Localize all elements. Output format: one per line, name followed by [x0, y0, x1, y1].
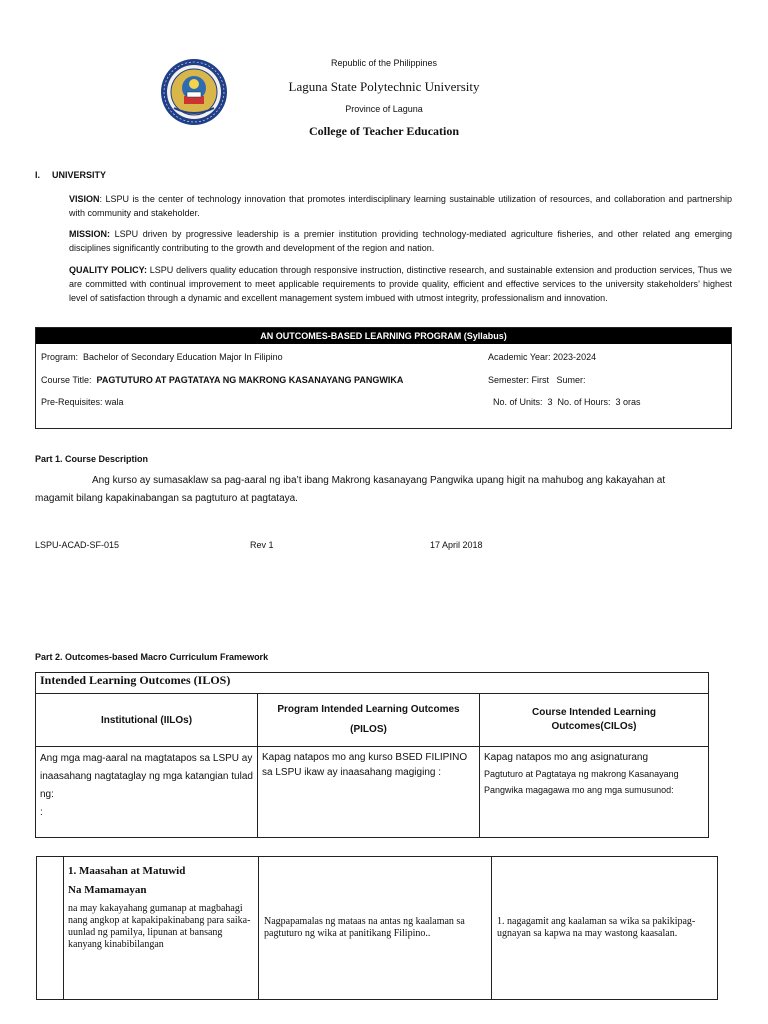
program-label: Program: [41, 352, 84, 362]
course-title-field [41, 375, 403, 385]
cilo-body [480, 747, 709, 838]
vision-paragraph [69, 192, 732, 220]
academic-year: Academic Year: 2023-2024 [488, 352, 597, 362]
cilo-outcome-cell: 1. nagagamit ang kaalaman sa wika sa pakikipag-ugnayan sa kapwa na may wastong kaasalan. [492, 857, 718, 1000]
section-heading: UNIVERSITY [52, 170, 107, 180]
cilo-header: Course Intended Learning Outcomes(CILOs) [480, 694, 709, 747]
revision-date: 17 April 2018 [430, 540, 483, 550]
mission-label: MISSION: [69, 229, 111, 239]
units-hours: No. of Units: 3 No. of Hours: 3 oras [493, 397, 641, 407]
pilo-header-line2: (PILOS) [350, 724, 387, 735]
ilo-table [35, 672, 709, 838]
section-number: I. [35, 170, 41, 180]
vision-text: : LSPU is the center of technology innovation that promotes interdisciplinary learning sustainable utilization of resources, and collaboration and partnership with community and stakeholder. [69, 194, 732, 218]
part1-heading: Part 1. Course Description [35, 454, 149, 464]
province-text: Province of Laguna [345, 104, 423, 114]
quality-policy-text: LSPU delivers quality education through responsive instruction, distinctive research, and sustainable extension and production services, Thus we are committed with continual improvement to meet applicable requirements to provide quality, efficient and effective services to the university stakeholders’ highest level of satisfaction through a dynamic and excellent management system imbued with utmost integrity, professionalism and innovation. [69, 265, 732, 303]
outcome-table [36, 856, 718, 1000]
syllabus-banner: AN OUTCOMES-BASED LEARNING PROGRAM (Syllabus) [36, 328, 731, 344]
pilo-body: Kapag natapos mo ang kurso BSED FILIPINO sa LSPU ikaw ay inaasahang magiging : [258, 747, 480, 838]
outcome-index-cell [37, 857, 64, 1000]
vision-label: VISION [69, 194, 100, 204]
form-code: LSPU-ACAD-SF-015 [35, 540, 120, 550]
program-box [35, 327, 732, 429]
prerequisites: Pre-Requisites: wala [41, 397, 124, 407]
course-description-line1: Ang kurso ay sumasaklaw sa pag-aaral ng iba’t ibang Makrong kasanayang Pangwika upang higit na mahubog ang kakayahan at [92, 475, 666, 486]
program-value: Bachelor of Secondary Education Major In Filipino [83, 352, 283, 362]
iilo-body-colon: : [40, 807, 43, 818]
cilo-body-rest: Pagtuturo at Pagtataya ng makrong Kasanayang Pangwika magagawa mo ang mga sumusunod: [484, 769, 679, 795]
university-name: Laguna State Polytechnic University [288, 79, 480, 94]
revision: Rev 1 [250, 540, 274, 550]
pilo-header [258, 694, 480, 747]
republic-text: Republic of the Philippines [330, 58, 438, 68]
college-name: College of Teacher Education [308, 124, 460, 138]
iilo-outcome-desc: na may kakayahang gumanap at magbahagi nang angkop at kapakipakinabang para saika- uunlad ng pamilya, lipunan at bansang kanyang kinabibilangan [68, 903, 251, 950]
pilo-outcome-cell: Nagpapamalas ng mataas na antas ng kaalaman sa pagtuturo ng wika at panitikang Filipino.. [259, 857, 492, 1000]
program-field [41, 352, 283, 362]
course-title-label: Course Title: [41, 375, 97, 385]
quality-policy-paragraph [69, 263, 732, 305]
iilo-header: Institutional (IILOs) [36, 694, 258, 747]
part2-heading: Part 2. Outcomes-based Macro Curriculum Framework [35, 652, 269, 662]
pilo-header-line1: Program Intended Learning Outcomes [277, 704, 460, 715]
iilo-body [36, 747, 258, 838]
course-title-value: PAGTUTURO AT PAGTATAYA NG MAKRONG KASANAYANG PANGWIKA [96, 375, 404, 385]
course-description-line2: magamit bilang kapakinabangan sa pagtuturo at pagtataya. [35, 493, 298, 504]
cilo-body-line1: Kapag natapos mo ang asignaturang [484, 752, 649, 763]
iilo-outcome-subtitle: Na Mamamayan [68, 884, 147, 896]
semester: Semester: First Sumer: [488, 375, 586, 385]
iilo-outcome-title: 1. Maasahan at Matuwid [68, 865, 186, 877]
mission-text: LSPU driven by progressive leadership is a premier institution providing technology-mediated agriculture fisheries, and other related ang emerging disciplines significantly contributing to the growth and development of the region and nation. [69, 229, 732, 253]
iilo-outcome-cell [64, 857, 259, 1000]
ilo-table-title: Intended Learning Outcomes (ILOS) [36, 673, 709, 694]
iilo-body-text: Ang mga mag-aaral na magtatapos sa LSPU ay inaasahang nagtataglay ng mga katangian tulad ng: [40, 753, 253, 800]
mission-paragraph [69, 227, 732, 255]
quality-policy-label: QUALITY POLICY: [69, 265, 147, 275]
